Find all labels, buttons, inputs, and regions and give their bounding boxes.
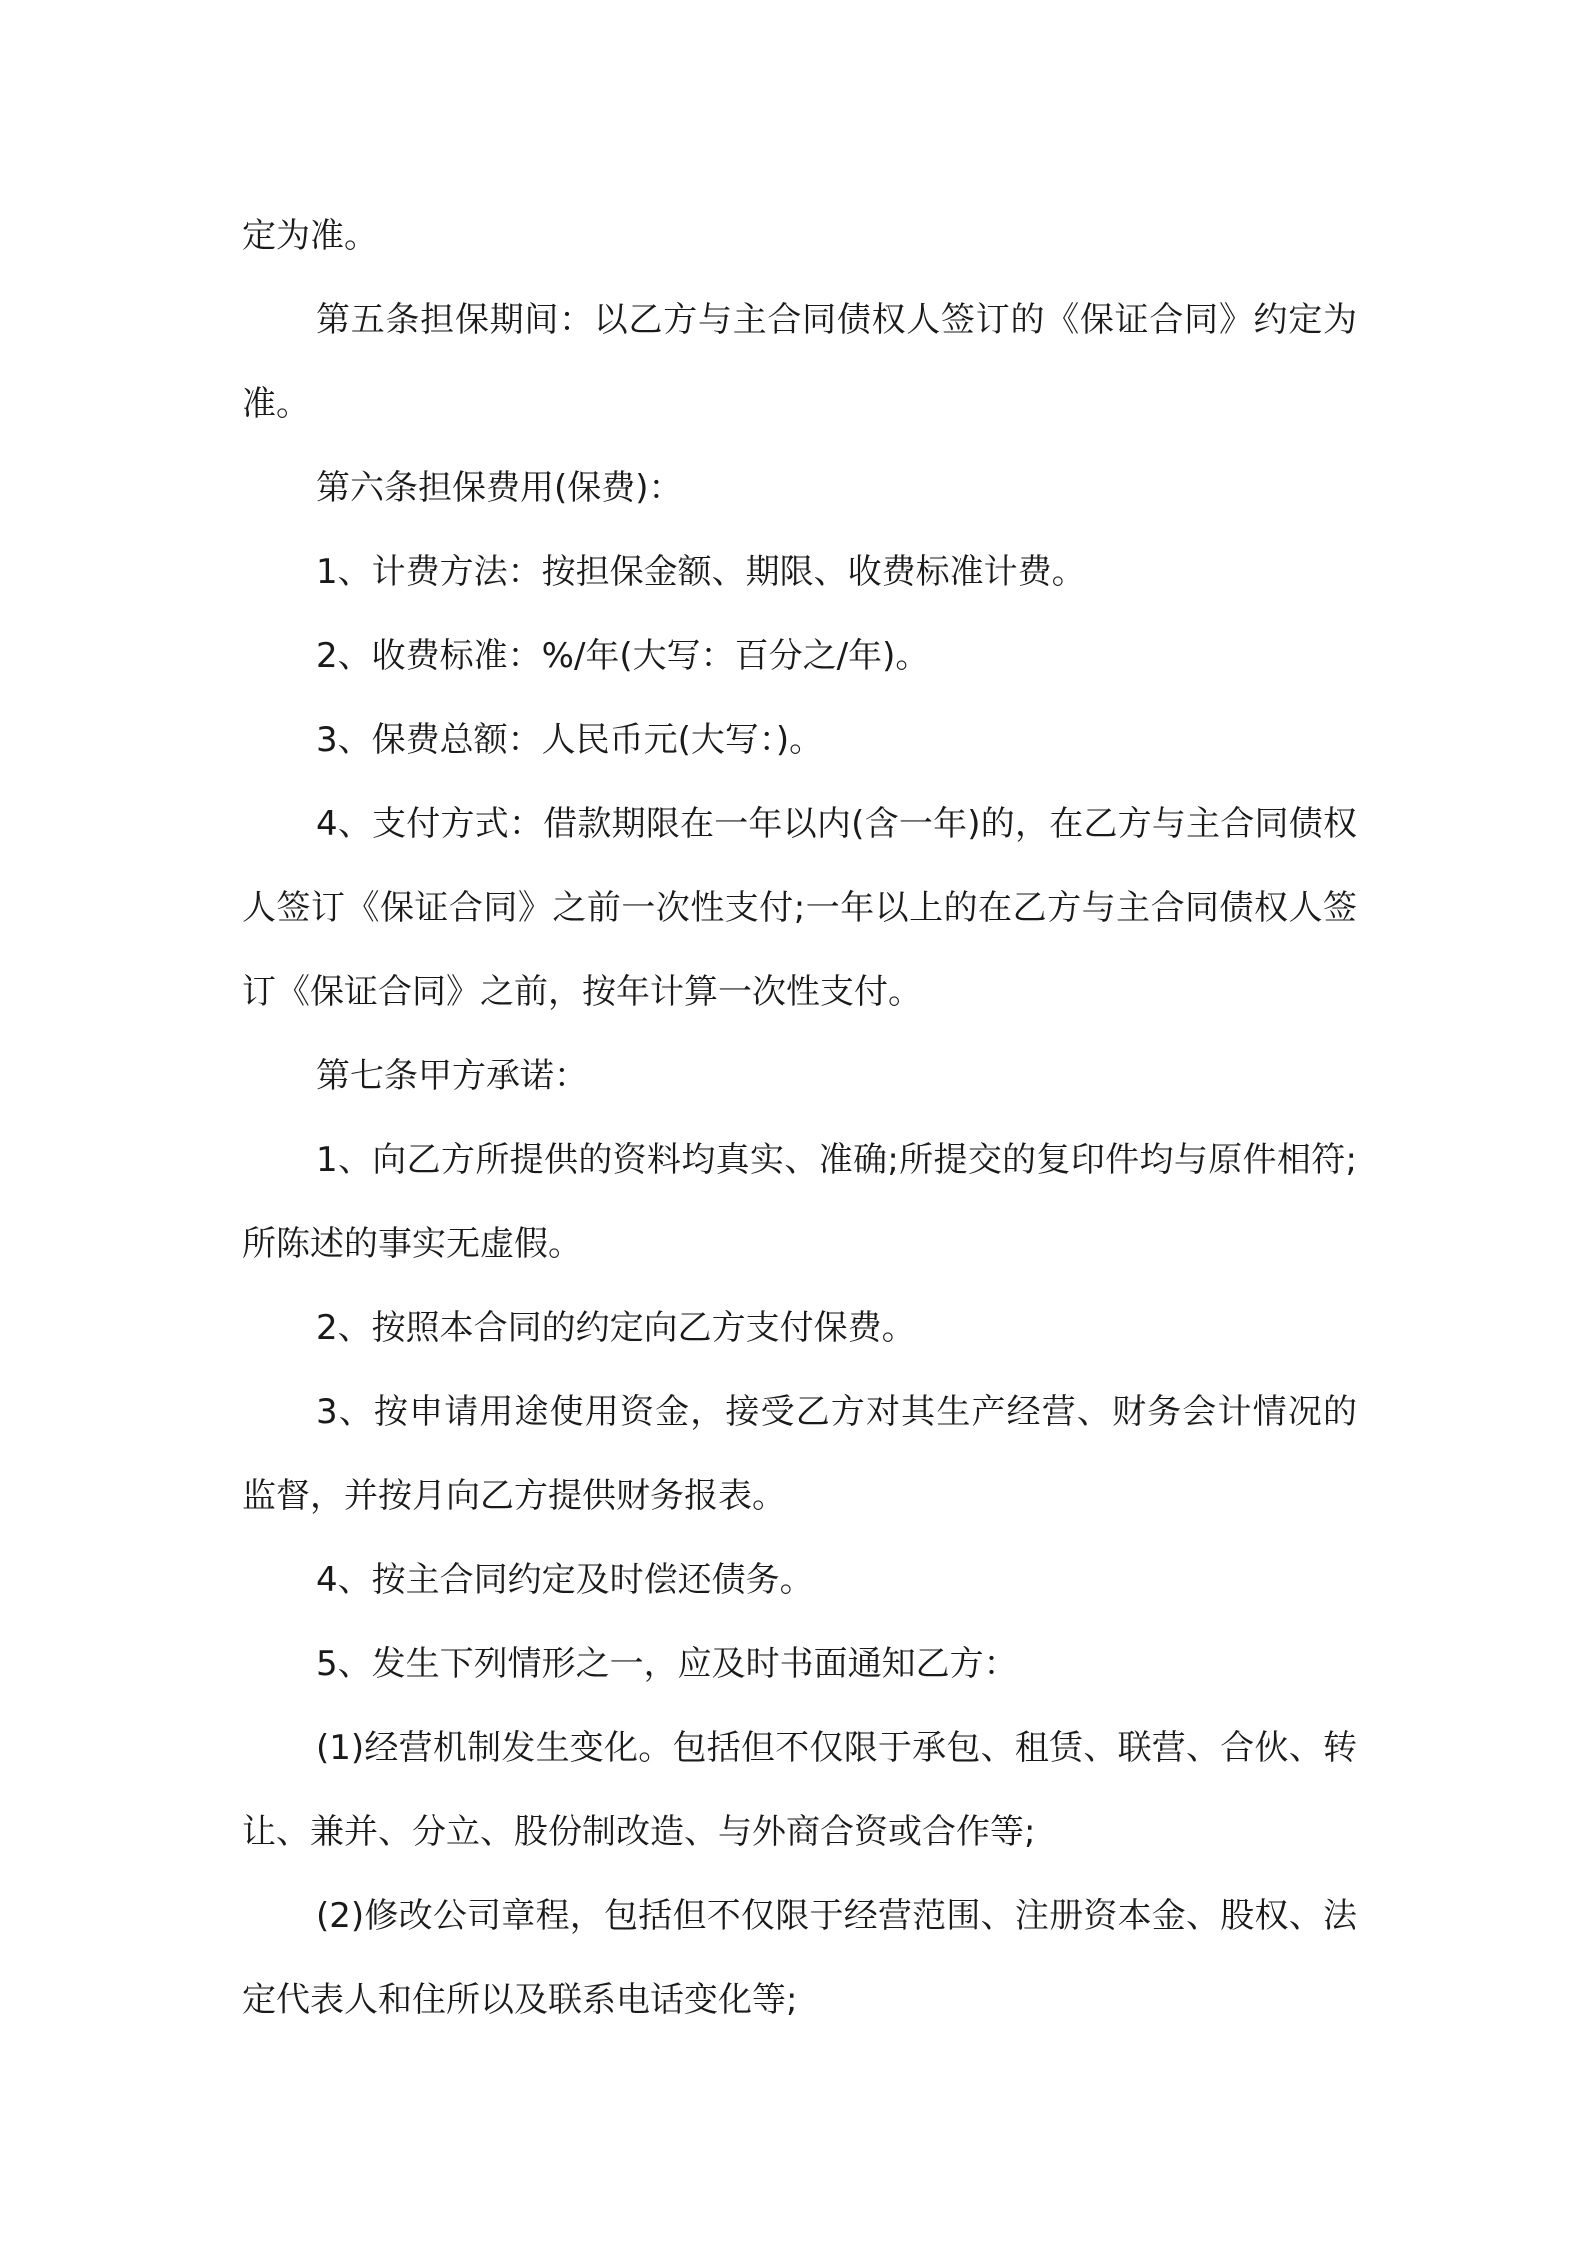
article-6-item-1: 1、计费方法：按担保金额、期限、收费标准计费。 xyxy=(316,552,1086,592)
article-6-item-3: 3、保费总额：人民币元(大写：)。 xyxy=(316,720,824,760)
article-7-item-3: 3、按申请用途使用资金，接受乙方对其生产经营、财务会计情况的监督，并按月向乙方提供财务报表。 xyxy=(242,1392,1357,1516)
article-7-item-5-sub-1: (1)经营机制发生变化。包括但不仅限于承包、租赁、联营、合伙、转让、兼并、分立、股份制改造、与外商合资或合作等; xyxy=(242,1728,1357,1852)
article-7-item-2: 2、按照本合同的约定向乙方支付保费。 xyxy=(316,1308,916,1348)
article-7-heading: 第七条甲方承诺： xyxy=(316,1056,588,1096)
article-7-item-5: 5、发生下列情形之一，应及时书面通知乙方： xyxy=(316,1644,1018,1684)
article-7-item-1: 1、向乙方所提供的资料均真实、准确;所提交的复印件均与原件相符;所陈述的事实无虚假。 xyxy=(242,1140,1357,1264)
article-7-item-5-sub-2: (2)修改公司章程，包括但不仅限于经营范围、注册资本金、股权、法定代表人和住所以及联系电话变化等; xyxy=(242,1896,1357,2020)
article-5-guarantee-period: 第五条担保期间：以乙方与主合同债权人签订的《保证合同》约定为准。 xyxy=(242,300,1357,424)
article-6-heading: 第六条担保费用(保费)： xyxy=(316,468,683,508)
paragraph-continuation: 定为准。 xyxy=(242,216,378,256)
article-7-item-4: 4、按主合同约定及时偿还债务。 xyxy=(316,1560,814,1600)
article-6-item-4: 4、支付方式：借款期限在一年以内(含一年)的，在乙方与主合同债权人签订《保证合同》之前一次性支付;一年以上的在乙方与主合同债权人签订《保证合同》之前，按年计算一次性支付。 xyxy=(242,804,1357,1012)
document-body xyxy=(242,194,1357,2042)
article-6-item-2: 2、收费标准：%/年(大写：百分之/年)。 xyxy=(316,636,930,676)
